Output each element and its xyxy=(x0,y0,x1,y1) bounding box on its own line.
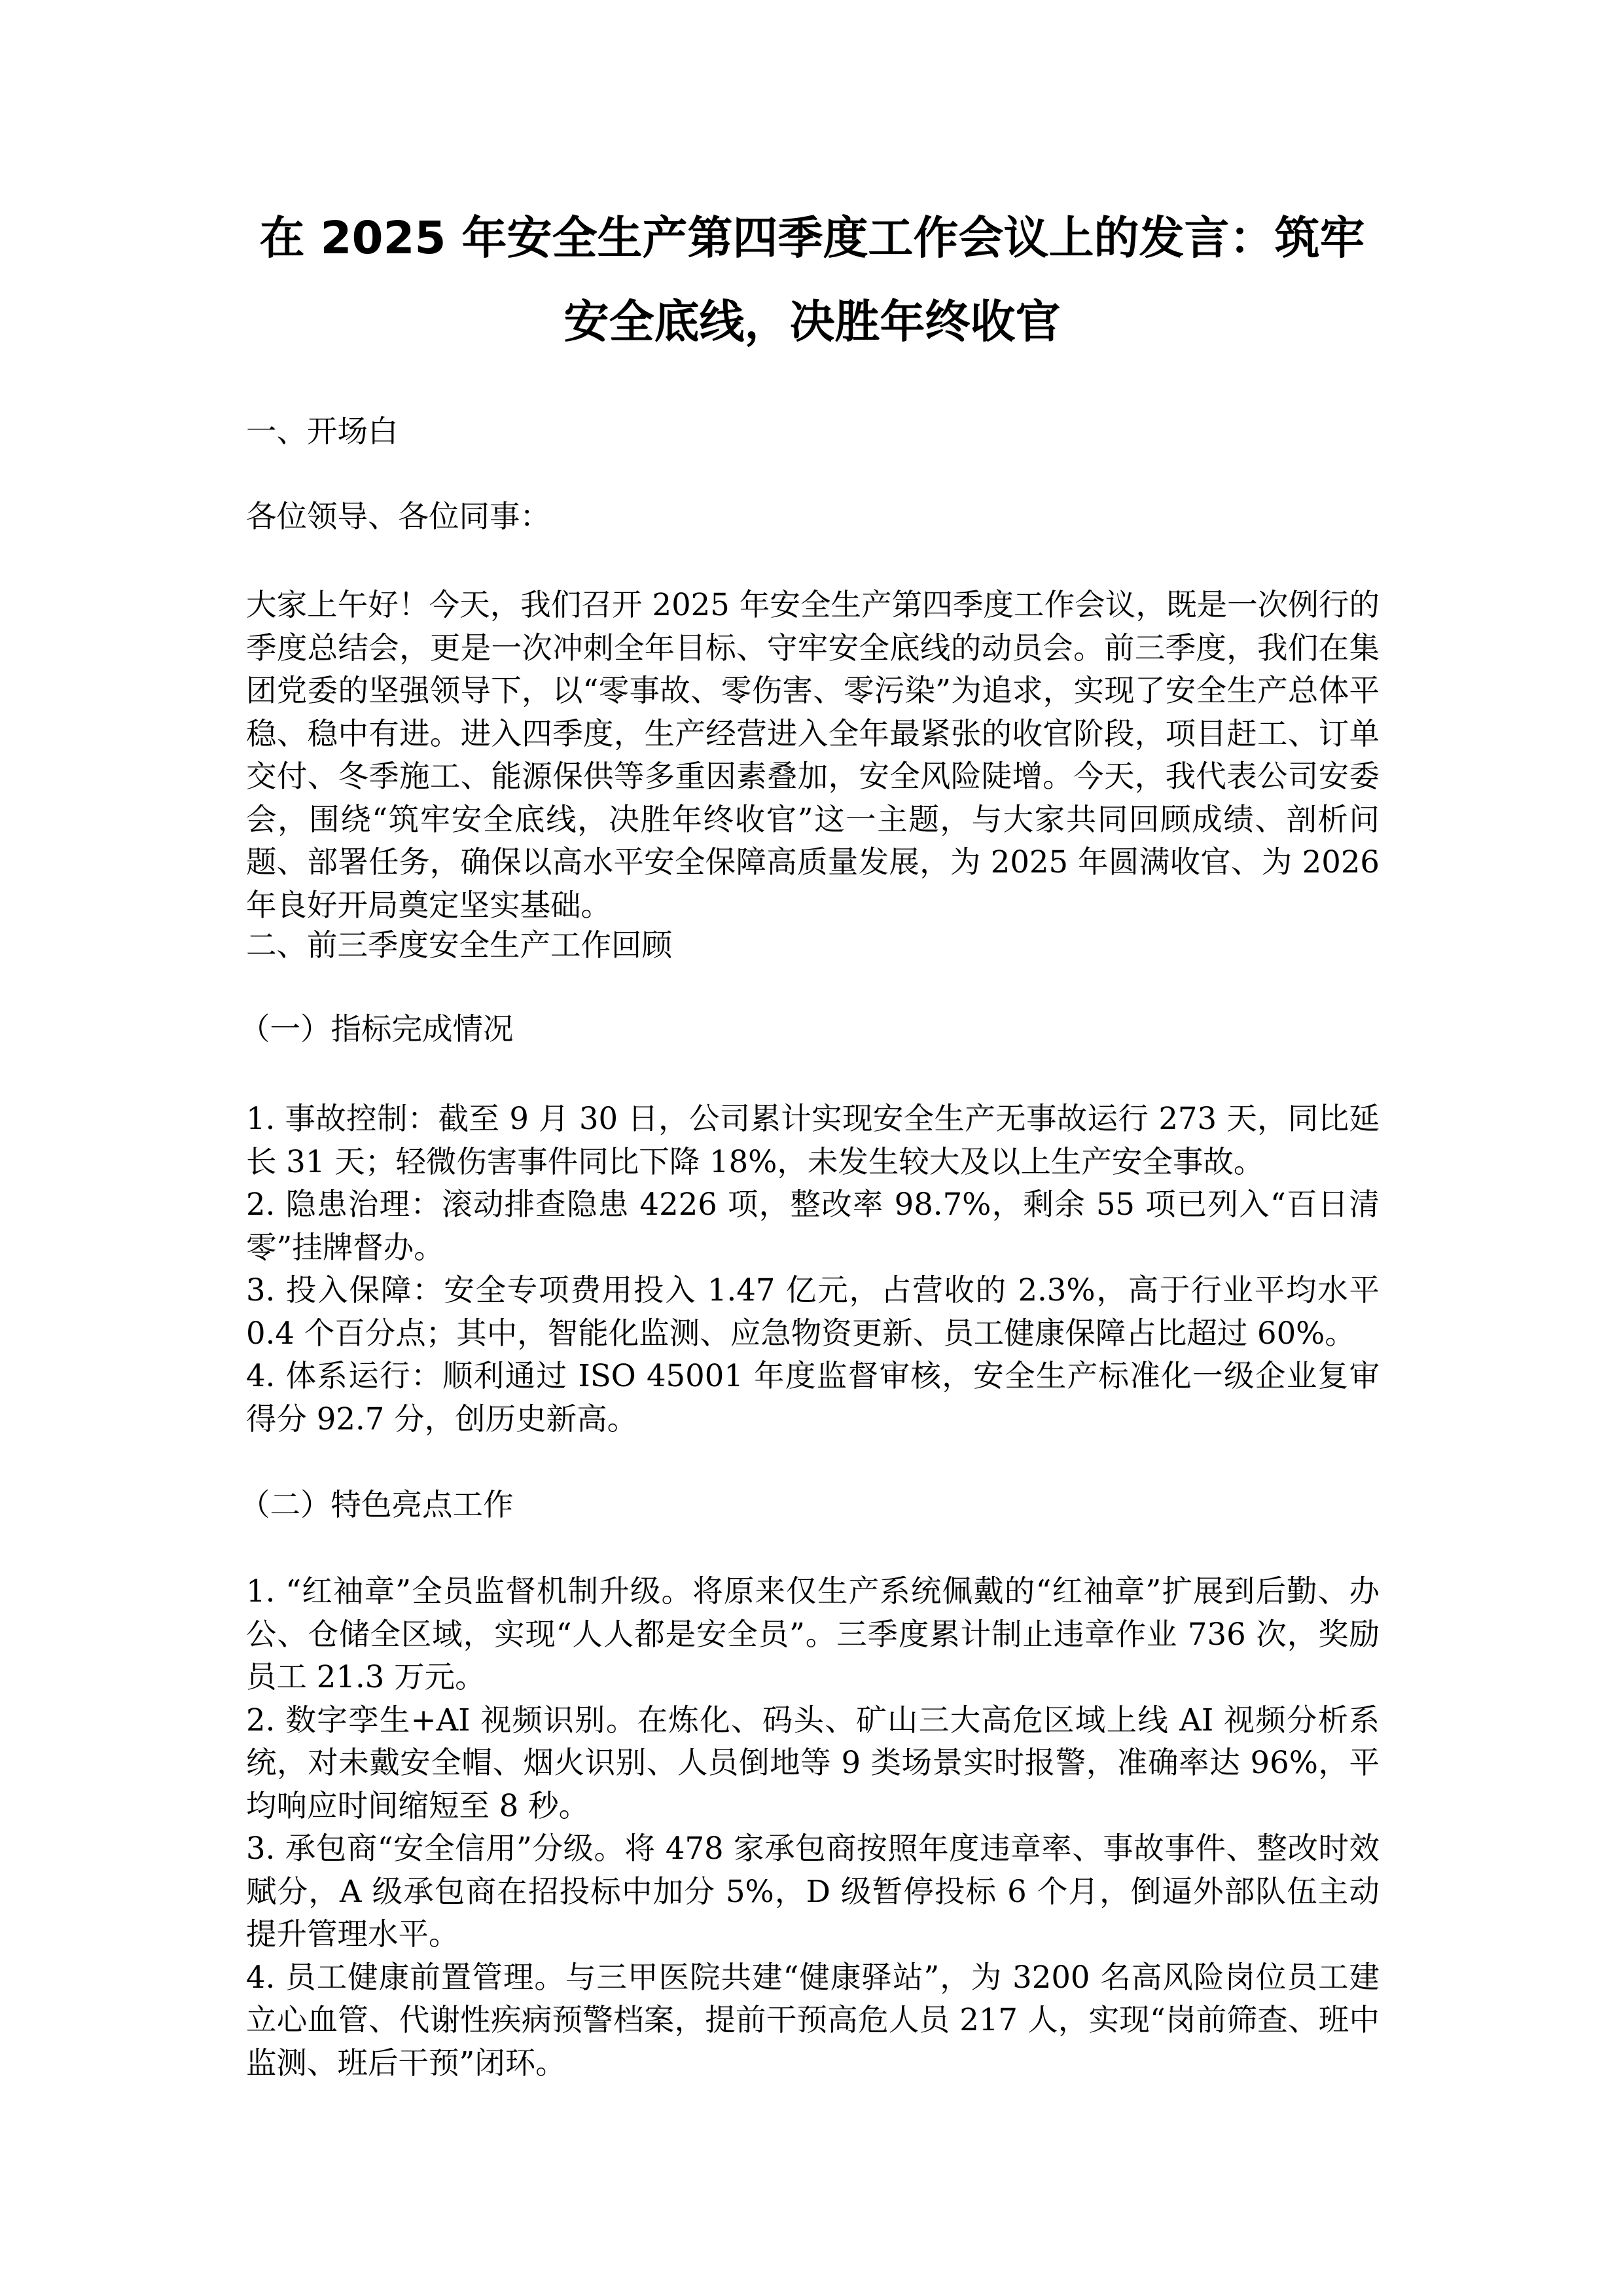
highlight-item: 4. 员工健康前置管理。与三甲医院共建“健康驿站”，为 3200 名高风险岗位员工建立心血管、代谢性疾病预警档案，提前干预高危人员 217 人，实现“岗前筛查、班中监测、班后干预”闭环。 xyxy=(246,1959,1380,2081)
opening-paragraph-text: 大家上午好！今天，我们召开 2025 年安全生产第四季度工作会议，既是一次例行的季度总结会，更是一次冲刺全年目标、守牢安全底线的动员会。前三季度，我们在集团党委的坚强领导下，以“零事故、零伤害、零污染”为追求，实现了安全生产总体平稳、稳中有进。进入四季度，生产经营进入全年最紧张的收官阶段，项目赶工、订单交付、冬季施工、能源保供等多重因素叠加，安全风险陡增。今天，我代表公司安委会，围绕“筑牢安全底线，决胜年终收官”这一主题，与大家共同回顾成绩、剖析问题、部署任务，确保以高水平安全保障高质量发展，为 2025 年圆满收官、为 2026 年良好开局奠定坚实基础。 xyxy=(246,587,1380,923)
document-title: 在 2025 年安全生产第四季度工作会议上的发言：筑牢安全底线，决胜年终收官 xyxy=(259,212,1365,348)
section-heading-opening: 一、开场白 xyxy=(246,414,399,449)
highlight-item: 3. 承包商“安全信用”分级。将 478 家承包商按照年度违章率、事故事件、整改时效赋分，A 级承包商在招投标中加分 5%，D 级暂停投标 6 个月，倒逼外部队伍主动提升管理水平。 xyxy=(246,1831,1380,1952)
salutation: 各位领导、各位同事： xyxy=(246,499,550,534)
indicator-item: 1. 事故控制：截至 9 月 30 日，公司累计实现安全生产无事故运行 273 天，同比延长 31 天；轻微伤害事件同比下降 18%，未发生较大及以上生产安全事故。 xyxy=(246,1101,1380,1179)
highlight-item: 2. 数字孪生+AI 视频识别。在炼化、码头、矿山三大高危区域上线 AI 视频分析系统，对未戴安全帽、烟火识别、人员倒地等 9 类场景实时报警，准确率达 96%，平均响应时间缩短至 8 秒。 xyxy=(246,1702,1380,1823)
indicator-item: 4. 体系运行：顺利通过 ISO 45001 年度监督审核，安全生产标准化一级企业复审得分 92.7 分，创历史新高。 xyxy=(246,1358,1380,1437)
highlights-list xyxy=(246,1570,1380,2085)
indicator-item: 3. 投入保障：安全专项费用投入 1.47 亿元，占营收的 2.3%，高于行业平均水平 0.4 个百分点；其中，智能化监测、应急物资更新、员工健康保障占比超过 60%。 xyxy=(246,1272,1380,1351)
indicators-list xyxy=(246,1098,1380,1441)
opening-paragraph xyxy=(246,584,1380,927)
highlight-item: 1. “红袖章”全员监督机制升级。将原来仅生产系统佩戴的“红袖章”扩展到后勤、办公、仓储全区域，实现“人人都是安全员”。三季度累计制止违章作业 736 次，奖励员工 21.3 万元。 xyxy=(246,1573,1380,1695)
indicator-item: 2. 隐患治理：滚动排查隐患 4226 项，整改率 98.7%，剩余 55 项已列入“百日清零”挂牌督办。 xyxy=(246,1187,1380,1265)
subsection-heading-highlights: （二）特色亮点工作 xyxy=(240,1487,514,1522)
section-heading-review: 二、前三季度安全生产工作回顾 xyxy=(246,927,672,963)
subsection-heading-indicators: （一）指标完成情况 xyxy=(240,1011,514,1047)
